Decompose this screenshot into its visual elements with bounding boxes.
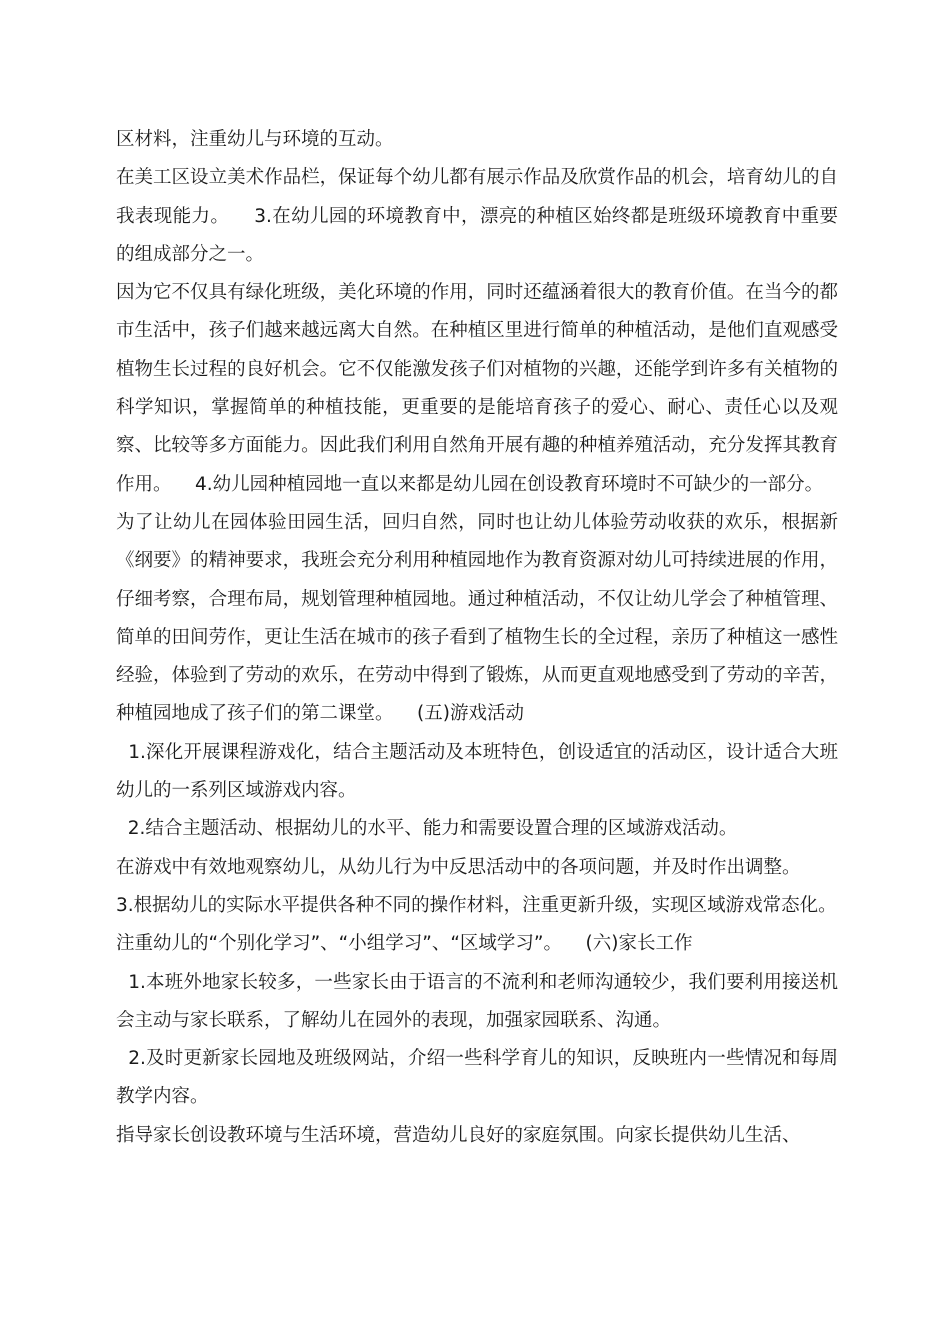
list-item: 1.深化开展课程游戏化，结合主题活动及本班特色，创设适宜的活动区，设计适合大班幼儿的一系列区域游戏内容。 (116, 741, 839, 802)
paragraph: 因为它不仅具有绿化班级，美化环境的作用，同时还蕴涵着很大的教育价值。在当今的都市生活中，孩子们越来越远离大自然。在种植区里进行简单的种植活动，是他们直观感受植物生长过程的良好机会。它不仅能激发孩子们对植物的兴趣，还能学到许多有关植物的科学知识，掌握简单的种植技能，更重要的是能培育孩子的爱心、耐心、责任心以及观察、比较等多方面能力。因此我们利用自然角开展有趣的种植养殖活动，充分发挥其教育作用。 4.幼儿园种植园地一直以来都是幼儿园在创设教育环境时不可缺少的一部分。 (116, 282, 838, 495)
paragraph: 在游戏中有效地观察幼儿，从幼儿行为中反思活动中的各项问题，并及时作出调整。 (116, 856, 801, 878)
paragraph: 指导家长创设教环境与生活环境，营造幼儿良好的家庭氛围。向家长提供幼儿生活、 (116, 1124, 801, 1146)
document-body (116, 121, 838, 1155)
paragraph: 注重幼儿的“个别化学习”、“小组学习”、“区域学习”。 (六)家长工作 (116, 933, 693, 955)
list-item: 2.结合主题活动、根据幼儿的水平、能力和需要设置合理的区域游戏活动。 (116, 818, 738, 840)
list-item: 1.本班外地家长较多，一些家长由于语言的不流利和老师沟通较少，我们要利用接送机会主动与家长联系，了解幼儿在园外的表现，加强家园联系、沟通。 (116, 971, 839, 1031)
list-item: 3.根据幼儿的实际水平提供各种不同的操作材料，注重更新升级，实现区域游戏常态化。 (116, 894, 837, 916)
paragraph: 为了让幼儿在园体验田园生活，回归自然，同时也让幼儿体验劳动收获的欢乐，根据新《纲要》的精神要求，我班会充分利用种植园地作为教育资源对幼儿可持续进展的作用，仔细考察，合理布局，规划管理种植园地。通过种植活动，不仅让幼儿学会了种植管理、简单的田间劳作，更让生活在城市的孩子看到了植物生长的全过程，亲历了种植这一感性经验，体验到了劳动的欢乐，在劳动中得到了锻炼，从而更直观地感受到了劳动的辛苦，种植园地成了孩子们的第二课堂。 (五)游戏活动 (116, 511, 838, 725)
paragraph: 在美工区设立美术作品栏，保证每个幼儿都有展示作品及欣赏作品的机会，培育幼儿的自我表现能力。 3.在幼儿园的环境教育中，漂亮的种植区始终都是班级环境教育中重要的组成部分之一。 (116, 167, 838, 265)
list-item: 2.及时更新家长园地及班级网站，介绍一些科学育儿的知识，反映班内一些情况和每周教学内容。 (116, 1048, 839, 1108)
paragraph: 区材料，注重幼儿与环境的互动。 (116, 129, 394, 150)
